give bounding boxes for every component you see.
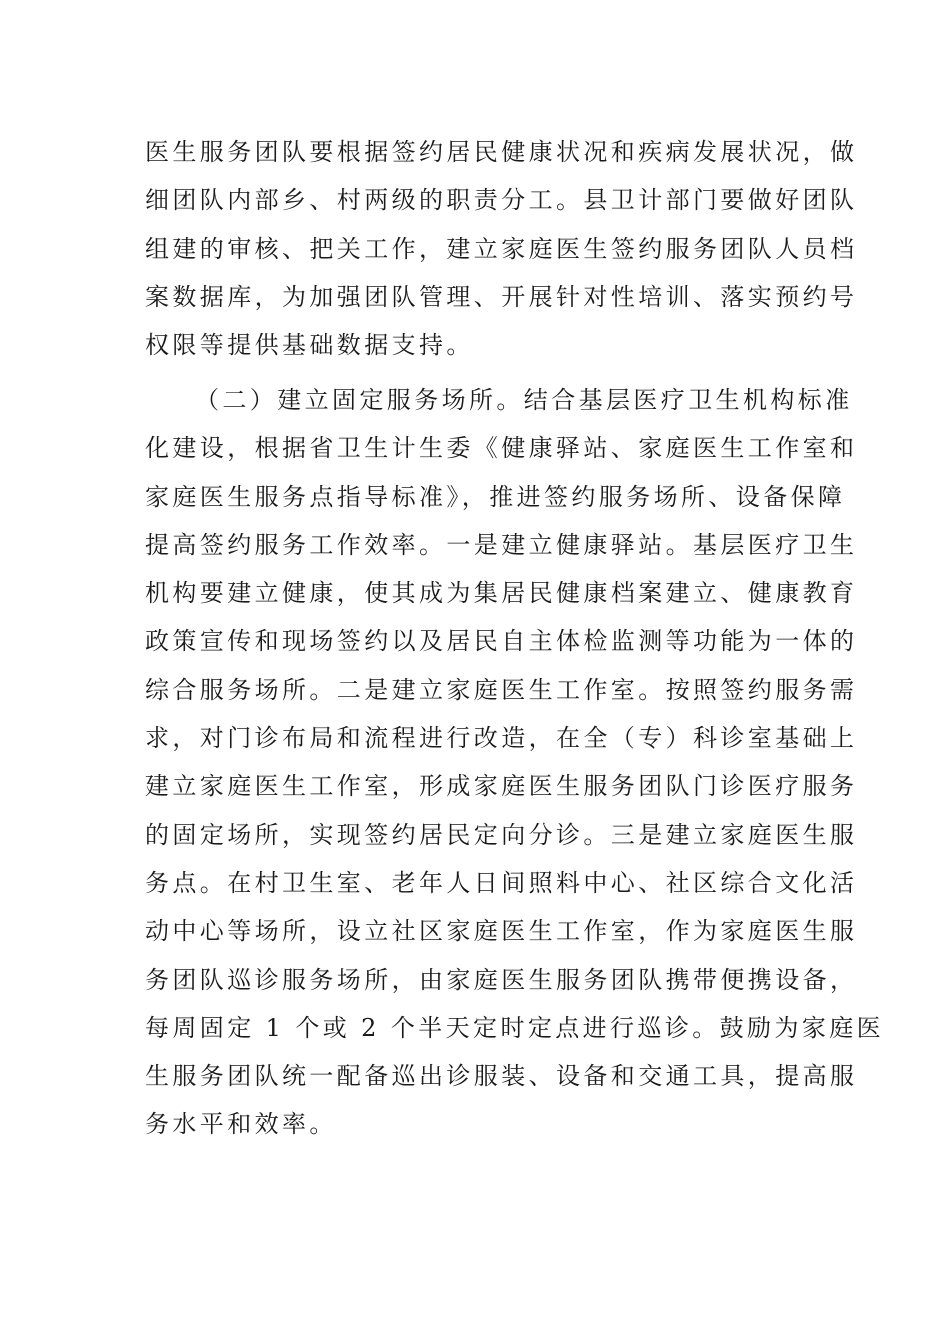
text-line: 动中心等场所，设立社区家庭医生工作室，作为家庭医生服 — [145, 917, 858, 946]
text-line: （二）建立固定服务场所。结合基层医疗卫生机构标准 — [195, 386, 853, 414]
text-line: 综合服务场所。二是建立家庭医生工作室。按照签约服务需 — [145, 675, 858, 704]
text-line: 权限等提供基础数据支持。 — [145, 331, 474, 360]
text-line: 提高签约服务工作效率。一是建立健康驿站。基层医疗卫生 — [145, 530, 858, 559]
text-line: 务点。在村卫生室、老年人日间照料中心、社区综合文化活 — [145, 868, 858, 897]
text-line: 医生服务团队要根据签约居民健康状况和疾病发展状况，做 — [145, 138, 858, 166]
text-line: 案数据库，为加强团队管理、开展针对性培训、落实预约号 — [145, 282, 858, 311]
paragraph-team-duties — [145, 128, 858, 369]
text-line: 组建的审核、把关工作，建立家庭医生签约服务团队人员档 — [145, 234, 858, 263]
text-line: 生服务团队统一配备巡出诊服装、设备和交通工具，提高服 — [145, 1062, 858, 1091]
text-line: 务团队巡诊服务场所，由家庭医生服务团队携带便携设备， — [145, 965, 858, 994]
text-line: 建立家庭医生工作室，形成家庭医生服务团队门诊医疗服务 — [145, 772, 858, 801]
text-line: 的固定场所，实现签约居民定向分诊。三是建立家庭医生服 — [145, 820, 858, 849]
text-line: 细团队内部乡、村两级的职责分工。县卫计部门要做好团队 — [145, 186, 858, 215]
text-line: 机构要建立健康，使其成为集居民健康档案建立、健康教育 — [145, 579, 858, 608]
text-line: 务水平和效率。 — [145, 1110, 337, 1139]
paragraph-service-sites — [145, 376, 885, 1149]
text-line: 政策宣传和现场签约以及居民自主体检监测等功能为一体的 — [145, 627, 858, 656]
text-line: 家庭医生服务点指导标准》，推进签约服务场所、设备保障 — [145, 482, 846, 511]
text-line: 每周固定 1 个或 2 个半天定时定点进行巡诊。鼓励为家庭医 — [145, 1013, 885, 1042]
text-line: 求，对门诊布局和流程进行改造，在全（专）科诊室基础上 — [145, 724, 858, 753]
text-line: 化建设，根据省卫生计生委《健康驿站、家庭医生工作室和 — [145, 434, 858, 463]
